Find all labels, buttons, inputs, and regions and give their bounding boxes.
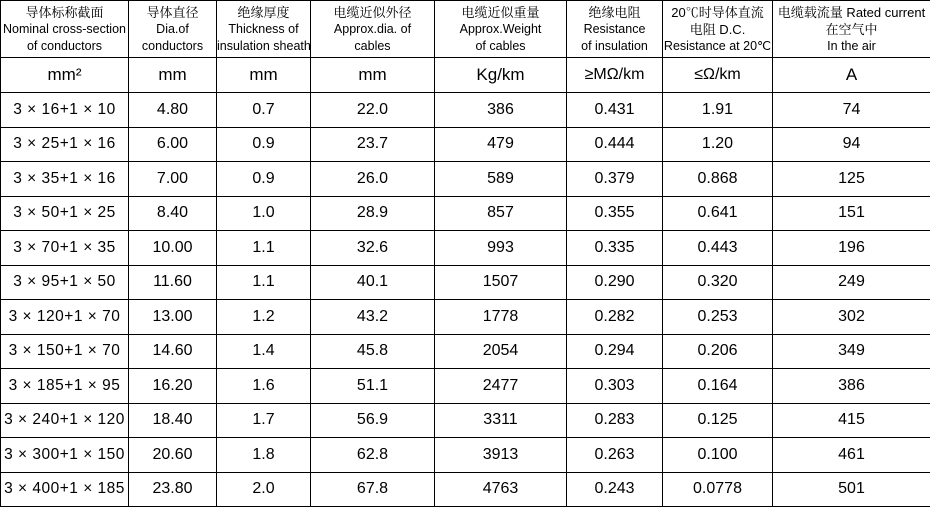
header-line: of insulation <box>567 38 662 55</box>
header-line: Approx.dia. of <box>311 21 434 38</box>
table-header <box>1 1 930 93</box>
cell-value: 0.9 <box>217 162 311 197</box>
header-row <box>1 1 930 58</box>
column-header-6 <box>663 1 773 58</box>
cell-value: 13.00 <box>129 300 217 335</box>
header-line: 20℃时导体直流 <box>663 4 772 21</box>
cell-value: 1.4 <box>217 334 311 369</box>
header-line: 电缆近似重量 <box>435 4 566 21</box>
cell-value: 0.206 <box>663 334 773 369</box>
cell-value: 2477 <box>435 369 567 404</box>
cell-value: 0.320 <box>663 265 773 300</box>
column-header-3 <box>311 1 435 58</box>
cell-value: 40.1 <box>311 265 435 300</box>
header-line: Nominal cross-section <box>1 21 128 38</box>
cell-value: 6.00 <box>129 127 217 162</box>
cell-value: 18.40 <box>129 403 217 438</box>
cell-value: 4.80 <box>129 93 217 128</box>
cell-value: 0.290 <box>567 265 663 300</box>
header-line: Resistance <box>567 21 662 38</box>
header-line: insulation sheath <box>217 38 310 55</box>
cell-value: 461 <box>773 438 930 473</box>
cell-value: 589 <box>435 162 567 197</box>
cell-value: 1.20 <box>663 127 773 162</box>
cell-value: 415 <box>773 403 930 438</box>
header-line: cables <box>311 38 434 55</box>
cell-value: 0.641 <box>663 196 773 231</box>
table-row <box>1 300 930 335</box>
cell-value: 0.9 <box>217 127 311 162</box>
column-unit-0: mm² <box>1 58 129 93</box>
cell-value: 1.7 <box>217 403 311 438</box>
cell-value: 349 <box>773 334 930 369</box>
column-header-0 <box>1 1 129 58</box>
cell-conductor-section: 3 × 240+1 × 120 <box>1 403 129 438</box>
cell-conductor-section: 3 × 400+1 × 185 <box>1 472 129 507</box>
table-row <box>1 196 930 231</box>
header-line: conductors <box>129 38 216 55</box>
cell-conductor-section: 3 × 300+1 × 150 <box>1 438 129 473</box>
table-row <box>1 369 930 404</box>
cell-value: 3913 <box>435 438 567 473</box>
cell-value: 26.0 <box>311 162 435 197</box>
cell-value: 0.100 <box>663 438 773 473</box>
cell-value: 993 <box>435 231 567 266</box>
table-row <box>1 403 930 438</box>
cell-value: 32.6 <box>311 231 435 266</box>
cell-value: 0.243 <box>567 472 663 507</box>
cell-value: 0.164 <box>663 369 773 404</box>
cell-conductor-section: 3 × 70+1 × 35 <box>1 231 129 266</box>
header-line: 电阻 D.C. <box>663 21 772 38</box>
cell-conductor-section: 3 × 95+1 × 50 <box>1 265 129 300</box>
table-row <box>1 231 930 266</box>
cell-value: 45.8 <box>311 334 435 369</box>
cell-value: 2054 <box>435 334 567 369</box>
cell-value: 28.9 <box>311 196 435 231</box>
header-line: 电缆近似外径 <box>311 4 434 21</box>
cell-value: 0.125 <box>663 403 773 438</box>
cell-value: 386 <box>435 93 567 128</box>
cell-value: 1507 <box>435 265 567 300</box>
cell-value: 4763 <box>435 472 567 507</box>
column-header-2 <box>217 1 311 58</box>
cell-value: 74 <box>773 93 930 128</box>
header-line: Approx.Weight <box>435 21 566 38</box>
cell-value: 1.91 <box>663 93 773 128</box>
cell-value: 1.0 <box>217 196 311 231</box>
cell-value: 857 <box>435 196 567 231</box>
column-unit-3: mm <box>311 58 435 93</box>
cell-value: 7.00 <box>129 162 217 197</box>
cell-value: 10.00 <box>129 231 217 266</box>
header-line: of conductors <box>1 38 128 55</box>
cell-conductor-section: 3 × 25+1 × 16 <box>1 127 129 162</box>
cell-value: 22.0 <box>311 93 435 128</box>
cell-value: 0.868 <box>663 162 773 197</box>
cell-conductor-section: 3 × 120+1 × 70 <box>1 300 129 335</box>
cell-value: 1.1 <box>217 265 311 300</box>
table-row <box>1 472 930 507</box>
cell-value: 8.40 <box>129 196 217 231</box>
column-unit-2: mm <box>217 58 311 93</box>
cell-value: 501 <box>773 472 930 507</box>
header-line: Thickness of <box>217 21 310 38</box>
cell-value: 51.1 <box>311 369 435 404</box>
header-line: 导体直径 <box>129 4 216 21</box>
cell-conductor-section: 3 × 35+1 × 16 <box>1 162 129 197</box>
header-line: 在空气中 <box>773 21 930 38</box>
cell-value: 386 <box>773 369 930 404</box>
table-row <box>1 334 930 369</box>
cell-value: 479 <box>435 127 567 162</box>
cell-value: 0.7 <box>217 93 311 128</box>
cell-value: 125 <box>773 162 930 197</box>
cell-value: 249 <box>773 265 930 300</box>
header-line: 电缆载流量 Rated current <box>773 4 930 21</box>
cell-value: 1.1 <box>217 231 311 266</box>
table-row <box>1 162 930 197</box>
column-unit-6: ≤Ω/km <box>663 58 773 93</box>
table-row <box>1 93 930 128</box>
column-unit-1: mm <box>129 58 217 93</box>
cell-value: 1778 <box>435 300 567 335</box>
cell-value: 1.6 <box>217 369 311 404</box>
table-row <box>1 127 930 162</box>
cell-conductor-section: 3 × 16+1 × 10 <box>1 93 129 128</box>
header-line: of cables <box>435 38 566 55</box>
header-line: In the air <box>773 38 930 55</box>
header-line: 导体标称截面 <box>1 4 128 21</box>
cell-value: 0.335 <box>567 231 663 266</box>
cell-value: 0.282 <box>567 300 663 335</box>
cell-value: 0.355 <box>567 196 663 231</box>
cell-value: 302 <box>773 300 930 335</box>
header-line: Dia.of <box>129 21 216 38</box>
cell-value: 23.7 <box>311 127 435 162</box>
cell-value: 67.8 <box>311 472 435 507</box>
cell-conductor-section: 3 × 50+1 × 25 <box>1 196 129 231</box>
column-unit-4: Kg/km <box>435 58 567 93</box>
column-header-5 <box>567 1 663 58</box>
cell-value: 43.2 <box>311 300 435 335</box>
cell-value: 1.2 <box>217 300 311 335</box>
cell-value: 196 <box>773 231 930 266</box>
header-line: Resistance at 20℃ <box>663 38 772 55</box>
cell-value: 14.60 <box>129 334 217 369</box>
cell-value: 0.443 <box>663 231 773 266</box>
column-header-4 <box>435 1 567 58</box>
cell-value: 11.60 <box>129 265 217 300</box>
cell-value: 20.60 <box>129 438 217 473</box>
cell-value: 0.283 <box>567 403 663 438</box>
cell-value: 16.20 <box>129 369 217 404</box>
unit-row <box>1 58 930 93</box>
cell-value: 23.80 <box>129 472 217 507</box>
cell-value: 0.0778 <box>663 472 773 507</box>
header-line: 绝缘厚度 <box>217 4 310 21</box>
cell-value: 1.8 <box>217 438 311 473</box>
cell-value: 151 <box>773 196 930 231</box>
table-body <box>1 93 930 507</box>
cell-value: 0.379 <box>567 162 663 197</box>
header-line: 绝缘电阻 <box>567 4 662 21</box>
column-header-1 <box>129 1 217 58</box>
cell-value: 3311 <box>435 403 567 438</box>
cell-conductor-section: 3 × 150+1 × 70 <box>1 334 129 369</box>
table-row <box>1 438 930 473</box>
cell-value: 56.9 <box>311 403 435 438</box>
column-header-7 <box>773 1 930 58</box>
cell-value: 0.263 <box>567 438 663 473</box>
cell-value: 62.8 <box>311 438 435 473</box>
cell-value: 0.444 <box>567 127 663 162</box>
cell-value: 0.431 <box>567 93 663 128</box>
cell-conductor-section: 3 × 185+1 × 95 <box>1 369 129 404</box>
cell-value: 0.253 <box>663 300 773 335</box>
cell-value: 94 <box>773 127 930 162</box>
column-unit-5: ≥MΩ/km <box>567 58 663 93</box>
table-row <box>1 265 930 300</box>
cell-value: 0.294 <box>567 334 663 369</box>
cell-value: 0.303 <box>567 369 663 404</box>
cell-value: 2.0 <box>217 472 311 507</box>
column-unit-7: A <box>773 58 930 93</box>
